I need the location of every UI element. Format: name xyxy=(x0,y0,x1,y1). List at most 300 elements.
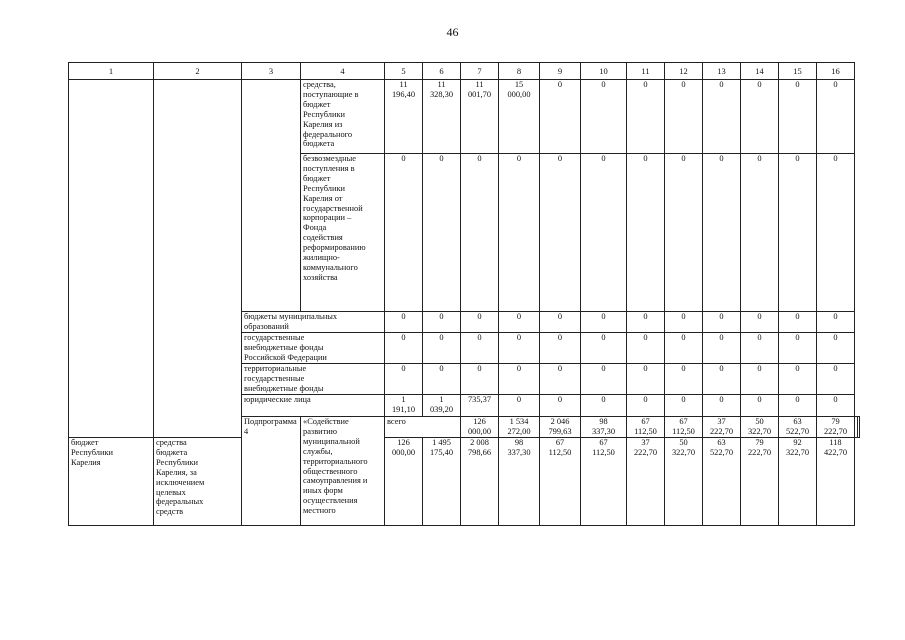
value-cell xyxy=(857,417,860,438)
text-line: 112,50 xyxy=(548,447,572,457)
value-cell xyxy=(665,417,703,438)
text-line: иных форм xyxy=(303,486,343,496)
text-line: 222,70 xyxy=(709,426,734,436)
value-cell xyxy=(581,154,627,312)
text-line: Республики xyxy=(71,447,114,457)
text-line: 37 xyxy=(641,438,650,447)
text-line: 79 xyxy=(755,438,764,447)
value-cell xyxy=(581,333,627,364)
empty-source-cell xyxy=(242,80,301,312)
text-line: 0 xyxy=(719,364,724,373)
value-cell xyxy=(627,417,665,438)
text-line: средства xyxy=(156,438,187,447)
text-line: средств xyxy=(156,507,184,517)
text-line: 0 xyxy=(795,312,800,321)
text-line: 000,00 xyxy=(507,89,531,99)
text-line: 735,37 xyxy=(467,395,492,404)
value-cell xyxy=(741,154,779,312)
text-line: территориальные xyxy=(244,364,307,373)
text-line: 799,63 xyxy=(548,426,572,436)
column-number: 12 xyxy=(665,63,703,80)
text-line: Республики xyxy=(303,109,346,119)
text-line: 0 xyxy=(557,333,563,342)
text-line: 126 xyxy=(473,417,486,426)
text-line: 0 xyxy=(719,154,724,163)
text-line: 126 xyxy=(397,438,410,447)
value-cell xyxy=(817,312,855,333)
value-cell xyxy=(581,438,627,526)
text-line: 92 xyxy=(793,438,802,447)
value-cell xyxy=(741,438,779,526)
value-cell xyxy=(627,438,665,526)
text-line: 0 xyxy=(833,154,838,163)
text-line: 0 xyxy=(757,364,762,373)
value-cell xyxy=(665,364,703,395)
text-line: 0 xyxy=(795,395,800,404)
text-line: 0 xyxy=(516,395,522,404)
text-line: 522,70 xyxy=(785,426,810,436)
value-cell xyxy=(499,333,540,364)
column-number: 16 xyxy=(817,63,855,80)
value-cell xyxy=(817,154,855,312)
value-cell xyxy=(385,333,423,364)
text-line: безвозмездные xyxy=(303,154,356,163)
row-label xyxy=(242,395,385,417)
value-cell xyxy=(385,364,423,395)
value-cell xyxy=(703,312,741,333)
text-line: 196,40 xyxy=(391,89,416,99)
value-cell xyxy=(627,395,665,417)
subprogram-name xyxy=(301,417,385,526)
text-line: Фонда xyxy=(303,223,327,233)
text-line: 67 xyxy=(599,438,608,447)
text-line: 112,50 xyxy=(672,426,695,436)
text-line: 328,30 xyxy=(429,89,454,99)
text-line: развитию xyxy=(303,426,338,436)
value-cell xyxy=(703,364,741,395)
text-line: бюджет xyxy=(303,99,331,109)
text-line: 0 xyxy=(557,312,563,321)
text-line: бюджет xyxy=(71,438,99,447)
row-label xyxy=(301,154,385,312)
row-label xyxy=(301,80,385,154)
value-cell xyxy=(627,154,665,312)
text-line: 0 xyxy=(557,154,563,163)
value-cell xyxy=(581,395,627,417)
text-line: Республики xyxy=(303,183,346,193)
text-line: федеральных xyxy=(156,497,204,507)
column-number: 6 xyxy=(423,63,461,80)
text-line: государственной xyxy=(303,203,363,213)
empty-name-cell xyxy=(154,80,242,438)
value-cell xyxy=(461,154,499,312)
value-cell xyxy=(627,312,665,333)
text-line: «Содействие xyxy=(303,417,349,426)
value-cell xyxy=(499,312,540,333)
value-cell xyxy=(423,312,461,333)
value-cell xyxy=(385,154,423,312)
text-line: 1 xyxy=(439,395,444,404)
text-line: Карелия xyxy=(71,457,101,467)
text-line: 63 xyxy=(717,438,726,447)
value-cell xyxy=(817,333,855,364)
text-line: средства, xyxy=(303,80,336,89)
text-line: всего xyxy=(387,417,406,426)
text-line: 0 xyxy=(757,312,762,321)
text-line: 0 xyxy=(601,395,606,404)
column-number: 9 xyxy=(540,63,581,80)
value-cell xyxy=(581,80,627,154)
text-line: 0 xyxy=(643,154,648,163)
funding-source xyxy=(69,438,154,526)
column-number: 11 xyxy=(627,63,665,80)
value-cell xyxy=(540,364,581,395)
value-cell xyxy=(499,80,540,154)
value-cell xyxy=(703,80,741,154)
value-cell xyxy=(385,395,423,417)
text-line: 798,66 xyxy=(467,447,492,457)
column-number: 13 xyxy=(703,63,741,80)
value-cell xyxy=(627,333,665,364)
text-line: 0 xyxy=(643,364,648,373)
subprogram-number: Подпрограмма 4 xyxy=(242,417,301,526)
value-cell xyxy=(741,364,779,395)
text-line: 63 xyxy=(793,417,802,426)
value-cell xyxy=(461,312,499,333)
text-line: 0 xyxy=(601,333,606,342)
column-number: 10 xyxy=(581,63,627,80)
value-cell xyxy=(423,80,461,154)
value-cell xyxy=(665,312,703,333)
value-cell xyxy=(817,364,855,395)
text-line: юридические лица xyxy=(244,395,311,404)
value-cell xyxy=(779,333,817,364)
column-number-row xyxy=(69,63,860,80)
text-line: 0 xyxy=(643,312,648,321)
column-number: 1 xyxy=(69,63,154,80)
text-line: 0 xyxy=(477,154,482,163)
text-line: целевых xyxy=(156,487,186,497)
text-line: 0 xyxy=(795,154,800,163)
table-row xyxy=(69,80,860,154)
column-number: 4 xyxy=(301,63,385,80)
text-line: 0 xyxy=(719,312,724,321)
value-cell xyxy=(703,417,741,438)
text-line: бюджет xyxy=(303,173,331,183)
text-line: Республики xyxy=(156,457,199,467)
text-line: реформированию xyxy=(303,243,366,253)
table-row xyxy=(69,438,860,526)
text-line: содействия xyxy=(303,233,343,243)
text-line: 0 xyxy=(516,154,522,163)
text-line: 1 495 xyxy=(432,438,451,447)
text-line: бюджета xyxy=(156,447,188,457)
text-line: 0 xyxy=(719,395,724,404)
text-line: 50 xyxy=(755,417,764,426)
value-cell xyxy=(817,395,855,417)
value-cell xyxy=(779,312,817,333)
column-number: 15 xyxy=(779,63,817,80)
text-line: 1 xyxy=(401,395,406,404)
text-line: 0 xyxy=(516,333,522,342)
text-line: 039,20 xyxy=(429,404,454,414)
value-cell xyxy=(665,438,703,526)
text-line: 0 xyxy=(757,80,762,89)
text-line: государственные xyxy=(244,373,305,383)
text-line: образований xyxy=(244,321,289,331)
text-line: 272,00 xyxy=(507,426,531,436)
text-line: 0 xyxy=(795,364,800,373)
value-cell xyxy=(423,438,461,526)
text-line: 50 xyxy=(679,438,688,447)
value-cell xyxy=(741,312,779,333)
text-line: 0 xyxy=(833,80,838,89)
value-cell xyxy=(665,80,703,154)
value-cell xyxy=(540,333,581,364)
column-number: 8 xyxy=(499,63,540,80)
text-line: 191,10 xyxy=(391,404,416,414)
value-cell xyxy=(540,154,581,312)
text-line: 0 xyxy=(833,333,838,342)
value-cell xyxy=(461,417,499,438)
budget-table xyxy=(68,62,860,526)
text-line: 000,00 xyxy=(391,447,416,457)
text-line: 0 xyxy=(601,154,606,163)
text-line: территориального xyxy=(303,456,368,466)
text-line: 0 xyxy=(795,80,800,89)
text-line: 11 xyxy=(437,80,446,89)
text-line: 67 xyxy=(555,438,565,447)
value-cell xyxy=(703,438,741,526)
text-line: хозяйства xyxy=(303,272,338,282)
value-cell xyxy=(817,438,855,526)
value-cell xyxy=(499,417,540,438)
value-cell xyxy=(385,80,423,154)
value-cell xyxy=(665,395,703,417)
text-line: Карелия от xyxy=(303,193,343,203)
text-line: поступающие в xyxy=(303,89,359,99)
text-line: коммунального xyxy=(303,262,358,272)
text-line: исключением xyxy=(156,477,205,487)
text-line: 0 xyxy=(477,333,482,342)
text-line: самоуправления и xyxy=(303,476,368,486)
text-line: 0 xyxy=(516,312,522,321)
value-cell xyxy=(461,364,499,395)
value-cell xyxy=(461,80,499,154)
text-line: 11 xyxy=(399,80,408,89)
value-cell xyxy=(703,154,741,312)
value-cell xyxy=(779,417,817,438)
text-line: 67 xyxy=(641,417,650,426)
text-line: 0 xyxy=(757,333,762,342)
text-line: 0 xyxy=(439,333,444,342)
value-cell xyxy=(627,80,665,154)
text-line: бюджета xyxy=(303,139,335,149)
value-cell xyxy=(741,80,779,154)
text-line: 15 xyxy=(514,80,524,89)
row-label xyxy=(242,364,385,395)
row-label xyxy=(242,333,385,364)
value-cell xyxy=(499,154,540,312)
text-line: 0 xyxy=(681,333,686,342)
text-line: муниципальной xyxy=(303,436,360,446)
text-line: 0 xyxy=(681,364,686,373)
text-line: внебюджетные фонды xyxy=(244,342,324,352)
text-line: 0 xyxy=(681,312,686,321)
text-line: государственные xyxy=(244,333,305,342)
value-cell xyxy=(779,438,817,526)
text-line: федерального xyxy=(303,129,353,139)
page-number: 46 xyxy=(446,25,459,39)
value-cell xyxy=(499,395,540,417)
value-cell xyxy=(423,333,461,364)
text-line: 1 534 xyxy=(509,417,529,426)
text-line: 0 xyxy=(557,395,563,404)
value-cell xyxy=(423,364,461,395)
text-line: 222,70 xyxy=(633,447,658,457)
text-line: 0 xyxy=(601,80,606,89)
value-cell xyxy=(779,154,817,312)
value-cell xyxy=(817,80,855,154)
text-line: 0 xyxy=(439,312,444,321)
value-cell xyxy=(703,333,741,364)
text-line: 37 xyxy=(717,417,726,426)
text-line: 0 xyxy=(757,154,762,163)
text-line: 0 xyxy=(557,80,563,89)
text-line: 0 xyxy=(643,395,648,404)
text-line: 337,30 xyxy=(591,426,616,436)
value-cell xyxy=(581,364,627,395)
text-line: Российской Федерации xyxy=(244,352,327,362)
text-line: жилищно- xyxy=(303,253,340,263)
value-cell xyxy=(665,333,703,364)
row-label xyxy=(385,417,461,438)
text-line: 0 xyxy=(401,333,406,342)
text-line: 322,70 xyxy=(747,426,772,436)
text-line: 0 xyxy=(681,154,686,163)
value-cell xyxy=(665,154,703,312)
value-cell xyxy=(817,417,855,438)
empty-program-cell xyxy=(69,80,154,438)
text-line: 98 xyxy=(599,417,608,426)
value-cell xyxy=(461,333,499,364)
text-line: 2 046 xyxy=(550,417,570,426)
text-line: Карелия, за xyxy=(156,467,197,477)
value-cell xyxy=(627,364,665,395)
text-line: 0 xyxy=(401,312,406,321)
row-label xyxy=(242,312,385,333)
text-line: внебюджетные фонды xyxy=(244,383,324,393)
text-line: 0 xyxy=(833,395,838,404)
text-line: 0 xyxy=(401,364,406,373)
value-cell xyxy=(779,395,817,417)
text-line: 0 xyxy=(833,364,838,373)
text-line: 0 xyxy=(516,364,522,373)
column-number: 5 xyxy=(385,63,423,80)
text-line: 0 xyxy=(477,312,482,321)
text-line: 0 xyxy=(439,154,444,163)
value-cell xyxy=(540,438,581,526)
text-line: 0 xyxy=(601,312,606,321)
value-cell xyxy=(741,333,779,364)
text-line: Карелия из xyxy=(303,119,343,129)
value-cell xyxy=(499,364,540,395)
value-cell xyxy=(461,438,499,526)
value-cell xyxy=(741,395,779,417)
value-cell xyxy=(540,417,581,438)
value-cell xyxy=(703,395,741,417)
text-line: 0 xyxy=(833,312,838,321)
text-line: поступления в xyxy=(303,163,355,173)
text-line: 2 008 xyxy=(470,438,489,447)
text-line: 79 xyxy=(831,417,840,426)
column-number: 2 xyxy=(154,63,242,80)
text-line: 0 xyxy=(557,364,563,373)
value-cell xyxy=(540,395,581,417)
value-cell xyxy=(461,395,499,417)
text-line: осуществления xyxy=(303,496,358,506)
text-line: 222,70 xyxy=(747,447,772,457)
text-line: 112,50 xyxy=(592,447,615,457)
text-line: местного xyxy=(303,506,336,516)
text-line: 11 xyxy=(475,80,484,89)
value-cell xyxy=(581,417,627,438)
text-line: 0 xyxy=(401,154,406,163)
value-cell xyxy=(779,80,817,154)
value-cell xyxy=(423,154,461,312)
value-cell xyxy=(499,438,540,526)
text-line: 337,30 xyxy=(507,447,531,457)
text-line: 0 xyxy=(477,364,482,373)
text-line: 0 xyxy=(681,80,686,89)
text-line: 322,70 xyxy=(785,447,810,457)
value-cell xyxy=(385,438,423,526)
row-label xyxy=(154,438,242,526)
value-cell xyxy=(385,312,423,333)
text-line: 0 xyxy=(681,395,686,404)
text-line: 67 xyxy=(679,417,688,426)
text-line: 0 xyxy=(757,395,762,404)
value-cell xyxy=(540,312,581,333)
column-number: 14 xyxy=(741,63,779,80)
text-line: 0 xyxy=(643,80,648,89)
text-line: 118 xyxy=(829,438,842,447)
value-cell xyxy=(741,417,779,438)
text-line: общественного xyxy=(303,466,358,476)
value-cell xyxy=(581,312,627,333)
text-line: 0 xyxy=(719,80,724,89)
text-line: 98 xyxy=(514,438,524,447)
text-line: 0 xyxy=(601,364,606,373)
text-line: 0 xyxy=(643,333,648,342)
value-cell xyxy=(540,80,581,154)
text-line: 0 xyxy=(439,364,444,373)
text-line: корпорации – xyxy=(303,213,352,223)
text-line: бюджеты муниципальных xyxy=(244,312,338,321)
column-number: 7 xyxy=(461,63,499,80)
text-line: 0 xyxy=(795,333,800,342)
text-line: 001,70 xyxy=(467,89,492,99)
text-line: 222,70 xyxy=(823,426,848,436)
value-cell xyxy=(423,395,461,417)
value-cell xyxy=(779,364,817,395)
column-number: 3 xyxy=(242,63,301,80)
text-line: 422,70 xyxy=(823,447,848,457)
text-line: 0 xyxy=(719,333,724,342)
text-line: 112,50 xyxy=(634,426,657,436)
text-line: 000,00 xyxy=(467,426,492,436)
text-line: 175,40 xyxy=(429,447,454,457)
